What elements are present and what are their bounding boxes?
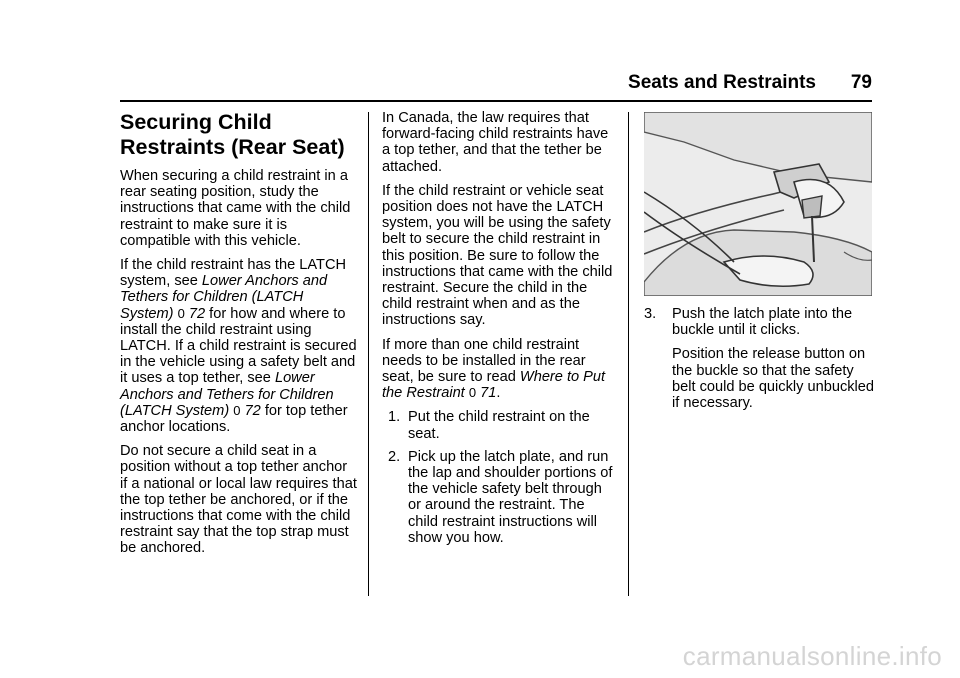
- page-reference[interactable]: 72: [244, 402, 261, 419]
- section-heading: Securing Child Restraints (Rear Seat): [120, 110, 345, 159]
- page-ref-icon: 0: [177, 305, 185, 321]
- column-1: [120, 110, 358, 565]
- page-ref-icon: 0: [468, 385, 477, 401]
- header-rule: [120, 100, 872, 102]
- step-note: Position the release button on the buckle so that the safety belt could be quickly unbuckled if necessary.: [672, 346, 875, 412]
- column-2: [382, 110, 614, 553]
- list-item: 3. Push the latch plate into the buckle until it clicks. Position the release button on the buckle so that the safety belt could be quickly unbuckled if necessary.: [644, 306, 875, 412]
- column-divider: [628, 112, 629, 596]
- page-header: [120, 72, 872, 96]
- column-divider: [368, 112, 369, 596]
- page-reference[interactable]: 71: [480, 385, 497, 402]
- watermark: carmanualsonline.info: [682, 641, 942, 671]
- section-title: Seats and Restraints: [628, 72, 816, 93]
- column-3: [644, 110, 876, 418]
- cross-reference-link[interactable]: Where to Put the Restraint: [382, 369, 606, 402]
- paragraph: If the child restraint or vehicle seat position does not have the LATCH system, you will be using the safety belt to secure the child restraint in this position. Be sure to follow the instructions that came with the child restraint. Secure the child in the child restraint when and as the instructions say.: [382, 182, 613, 329]
- paragraph: Do not secure a child seat in a position without a top tether anchor if a national or local law requires that the top tether be anchored, or if the instructions that come with the child restraint say that the top strap must be anchored.: [120, 443, 357, 557]
- page-ref-icon: 0: [233, 402, 241, 418]
- cross-reference-link[interactable]: Lower Anchors and Tethers for Children (LATCH System): [120, 370, 334, 419]
- list-item: 1. Put the child restraint on the seat.: [388, 409, 590, 442]
- cross-reference-link[interactable]: Lower Anchors and Tethers for Children (LATCH System): [120, 273, 328, 322]
- paragraph: If the child restraint has the LATCH system, see Lower Anchors and Tethers for Children (LATCH System) 0 72 for how and where to install the child restraint using LATCH. If a child restraint is secured in the vehicle using a safety belt and it uses a top tether, see Lower Anchors and Tethers for Children (LATCH System) 0 72 for top tether anchor locations.: [120, 257, 357, 436]
- paragraph: When securing a child restraint in a rear seating position, study the instructions that came with the child restraint to make sure it is compatible with this vehicle.: [120, 168, 351, 249]
- page-number: 79: [850, 72, 872, 93]
- steps-list: [644, 306, 876, 411]
- paragraph: If more than one child restraint needs to be installed in the rear seat, be sure to read Where to Put the Restraint 0 71.: [382, 336, 606, 402]
- buckle-illustration: [644, 112, 872, 296]
- paragraph: In Canada, the law requires that forward-facing child restraints have a top tether, and that the tether be attached.: [382, 110, 609, 175]
- list-item: 2. Pick up the latch plate, and run the lap and shoulder portions of the vehicle safety belt through or around the restraint. The child restraint instructions will show you how.: [388, 448, 613, 546]
- page-reference[interactable]: 72: [188, 305, 206, 322]
- steps-list: [382, 409, 614, 546]
